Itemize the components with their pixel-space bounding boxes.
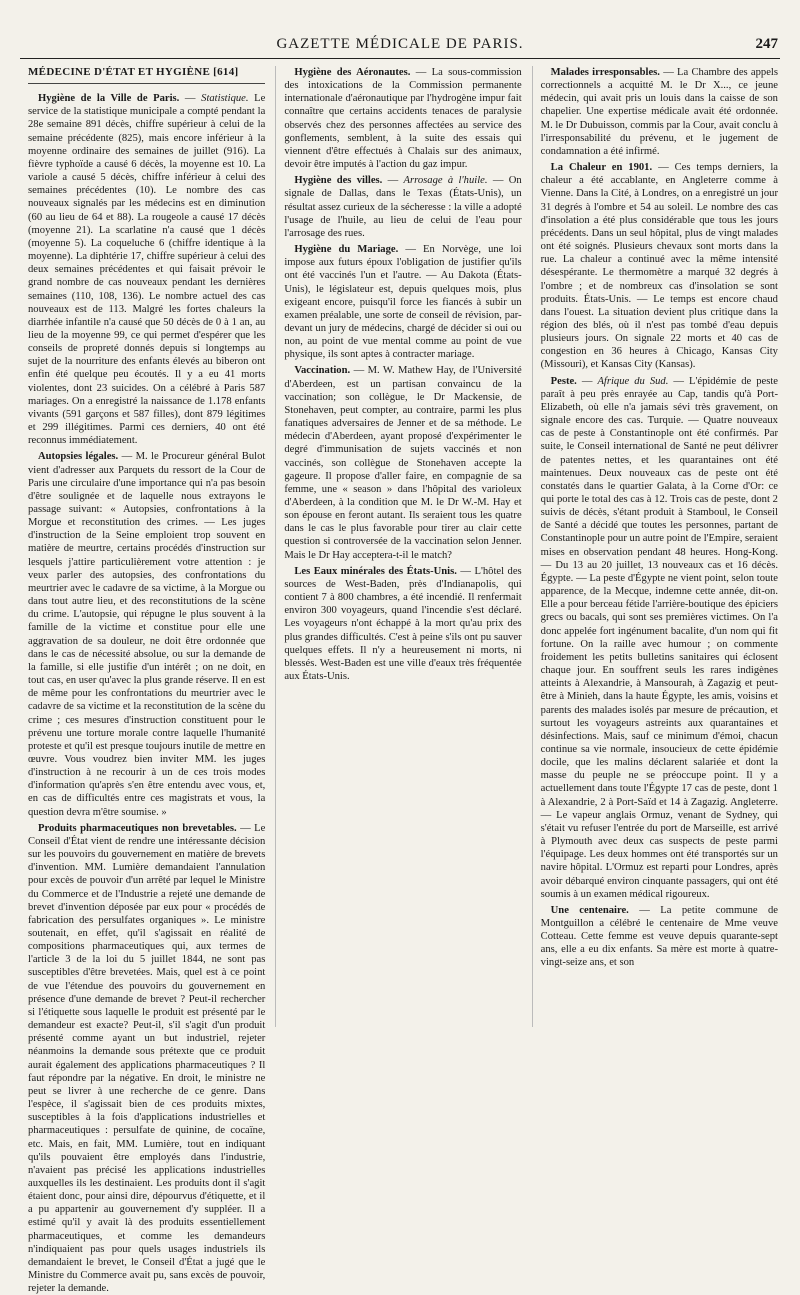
article-body: — La petite commune de Montguillon a célébré le centenaire de Mme veuve Cotteau. Cette femme est veuve depuis quarante-sept ans, elle a eu dix enfants. Sa mère est morte à quatre-vingt-seize ans, et son	[540, 904, 778, 969]
article-body: Le service de la statistique municipale a compté pendant la 28e semaine 891 décès, chiffre supérieur à celui de la semaine précédente (825), mais encore inférieur à la moyenne ordinaire des semaines de juillet (916). La fièvre typhoïde a causé 6 décès, la moyenne est 10. La variole a causé 5 décès, chiffre inférieur à celui des semaines précédentes (10). Le nombre des cas nouveaux signalés par les médecins est en diminution (60 au lieu de 64 et 88). La rougeole a causé 17 décès (moyenne 21). La scarlatine n'a causé que 1 décès (moyenne 5). La coqueluche 6 (chiffre identique à la moyenne). La diphtérie 17, chiffre supérieur à celui des deux semaines précédentes et qui faisait prévoir le grand nombre de cas nouveaux pendant les dernières semaines (110, 108, 136). Le nombre actuel des cas nouveaux est de 113. Malgré les fortes chaleurs la diarrhée infantile n'a causé que 50 décès de 0 à 1 an, au lieu de la moyenne 99, ce qui permet d'espérer que les conseils de propreté donnés depuis si longtemps au sujet de la nourriture des enfants élevés au biberon ont enfin été quelque peu écoutés. Il y a eu 41 morts violentes, dont 23 suicides. On a célébré à Paris 587 mariages. On a enregistré la naissance de 1.178 enfants vivants (591 garçons et 587 filles), dont 879 légitimes et 299 illégitimes. Parmi ces derniers, 40 ont été reconnus immédiatement.	[28, 93, 266, 447]
article-autopsies	[28, 450, 265, 818]
article-body: — Le Conseil d'État vient de rendre une intéressante décision sur les pouvoirs du gouvernement en matière de brevets d'invention. MM. Lumière demandaient l'annulation pour excès de pouvoir d'un arrêté par lequel le Ministre du Commerce et de l'Industrie a rejeté une demande de brevet d'invention déposée par eux pour « procédés de fabrication des persulfates organiques ». Le ministre soutenait, en effet, qu'il s'agissait en réalité de compositions pharmaceutiques qui, aux termes de l'article 3 de la loi du 5 juillet 1844, ne sont pas susceptibles d'être brevetées. Mais, quel est à ce point de vue l'étendue des pouvoirs du gouvernement en présence d'une demande de brevet ? Peut-il rechercher si l'étiquette sous laquelle le produit est présenté par le demandeur est exacte? Peut-il, s'il s'agit d'un produit présenté comme ayant un but industriel, rejeter néanmoins la demande sous prétexte que ce produit aurait également des applications pharmaceutiques ? Il faut répondre par la négative. En droit, le ministre ne peut se livrer à une recherche de ce genre. Dans l'espèce, il s'agissait bien de ces produits mixtes, susceptibles à la fois d'applications industrielles et pharmaceutiques : persulfate de quinine, de cocaïne, etc. Mais, en fait, MM. Lumière, tout en indiquant qu'ils pouvaient être employés dans l'industrie, n'avaient pas précisé les applications industrielles auxquelles ils les destinaient. Les produits dont il s'agit étaient donc, pour ainsi dire, dépourvus d'étiquette, et il a pu appartenir au gouvernement d'y suppléer. Il a estimé qu'il y avait là des produits essentiellement pharmaceutiques, et comme les demandeurs n'indiquaient pas pour quels usages industriels ils demandaient le brevet, le Conseil d'État a jugé que le Ministre du Commerce avait pu, sans excès de pouvoir, rejeter la demande.	[28, 822, 266, 1295]
article-heading: Vaccination.	[294, 365, 351, 377]
article-body: — La sous-commission des intoxications de la Commission permanente internationale d'aéronautique par l'hydrogène impur fait connaître que certains accidents tenaces de paralysie observés chez des personnes affectées au service des gonflements, semblent, à la suite des essais qui viennent d'être effectués à Chalais sur des animaux, devoir être imputés à l'action du gaz impur.	[284, 67, 522, 171]
article-heading: Produits pharmaceutiques non brevetables.	[38, 822, 237, 834]
article-body: — M. W. Mathew Hay, de l'Université d'Aberdeen, est un partisan convaincu de la vaccination; son collègue, le Dr Mackensie, de Stonehaven, peut compter, au contraire, parmi les plus fanatiques adversaires de Jenner et de sa méthode. Le médecin d'Aberdeen, ayant proposé d'expérimenter le degré d'immunisation de sujets vaccinés et non vaccinés, son collègue de Stonehaven accepte la gageure. Il propose d'aller faire, en compagnie de sa femme, une « season » dans l'hôpital des varioleux d'Aberdeen, à la condition que M. le Dr W.-M. Hay et son épouse en feront autant. Ils seraient tous les quatre dans le cas le plus favorable pour tirer au clair cette question si controversée de la vaccination selon Jenner. Mais le Dr Hay acceptera-t-il le match?	[284, 365, 522, 561]
article-vaccination	[284, 364, 521, 561]
article-heading: Hygiène des Aéronautes.	[294, 67, 411, 78]
article-heading: Peste.	[550, 375, 577, 387]
article-chaleur	[541, 161, 778, 372]
article-heading: Une centenaire.	[550, 904, 629, 916]
article-subheading: Statistique.	[201, 93, 249, 105]
article-heading: Hygiène du Mariage.	[294, 244, 399, 256]
article-heading: La Chaleur en 1901.	[550, 162, 653, 174]
page-header	[20, 36, 780, 59]
article-body: — M. le Procureur général Bulot vient d'adresser aux Parquets du ressort de la Cour de Paris une circulaire d'une importance qui n'a pas besoin d'être soulignée et de laquelle nous extrayons le passage suivant: « Autopsies, confrontations à la Morgue et reconstitution des crimes. — Les juges d'instruction de la Seine emploient trop souvent en matière de meurtre, certains procédés d'instruction sur lesquels j'attire particulièrement votre attention : je veux parler des autopsies, des confrontations du meurtrier avec le cadavre de sa victime, à la Morgue ou dans tout autre lieu, et des reconstitutions de la scène du crime. L'autopsie, qui répugne le plus souvent à la famille de la victime et constitue pour elle une aggravation de sa douleur, ne doit être ordonnée que dans le cas de nécessité absolue, ou sur la demande de la famille, si elle justifie d'un intérêt ; on ne doit, en tout cas, en user qu'avec la plus grande réserve. Il en est de même pour les confrontations du meurtrier avec le cadavre de sa victime et la reconstitution de la scène du crime ; ces mesures d'instruction constituent pour le prévenu une torture morale contre laquelle l'humanité proteste et qu'il est presque toujours inutile de mettre en œuvre. Vous voudrez bien inviter MM. les juges d'instruction à ne recourir à un de ces trois modes d'information qu'après s'en être entendu avec vous, et, en cas de difficultés entre ces magistrats et vous, la question devra m'être soumise. »	[28, 451, 266, 818]
article-heading: Hygiène de la Ville de Paris.	[38, 93, 180, 105]
article-eaux-minerales	[284, 565, 521, 683]
article-body: — L'hôtel des sources de West-Baden, près d'Indianapolis, qui contient 7 à 800 chambres, a été incendié. Il renfermait environ 300 voyageurs, quand l'incendie s'est déclaré. Les voyageurs n'ont échappé à la mort qu'au prix des plus grandes difficultés. C'est à peine s'ils ont pu sauver quelques effets. Il n'y a heureusement ni morts, ni blessés. West-Baden est une ville d'eaux très fréquentée aux États-Unis.	[284, 565, 522, 683]
article-centenaire	[541, 904, 778, 970]
journal-title: GAZETTE MÉDICALE DE PARIS.	[276, 36, 524, 52]
article-body: — La Chambre des appels correctionnels a acquitté M. le Dr X..., ce jeune médecin, qui avait pris un louis dans la caisse de son chapelier. Une expertise médicale avait été ordonnée. M. le Dr Dubuisson, commis par la Cour, avait conclu à l'irresponsabilité du prévenu, et le jugement de condamnation a été infirmé.	[540, 67, 778, 157]
article-body: — On signale de Dallas, dans le Texas (États-Unis), un résultat assez curieux de la sécheresse : la ville a adopté l'usage de l'huile, au lieu de celui de l'eau pour l'arrosage des rues.	[284, 175, 522, 239]
article-subheading: Arrosage à l'huile.	[403, 175, 488, 187]
column-3	[532, 66, 778, 1027]
article-peste: Peste. — Afrique du Sud. — L'épidémie de peste paraît à peu près enrayée au Cap, tandis qu'à Port-Elizabeth, où elle n'a jamais sévi très gravement, on signale encore des cas. Turquie. — Quatre nouveaux cas de peste à Constantinople ont été confirmés. Par suite, le Conseil international de Santé ne peut délivrer de patentes nettes, et les quarantaines ont été maintenues. Deux nouveaux cas de peste ont été constatés dans le quartier Galata, à la Corne d'Or: ce qui porte le total des cas à 12. Trois cas de peste, dont 2 suivis de décès, s'étant produit à Stamboul, le Conseil de Santé a décidé que toutes les personnes, partant de Constantinople pour un autre point de l'Empire, seraient mises en observation pendant 48 heures. Hong-Kong. — Du 13 au 20 juillet, 13 nouveaux cas et 16 décès. Égypte. — La peste d'Égypte ne vient point, selon toute apparence, de la Mecque, indemne cette année, dit-on. Elle a pour berceau fétide l'arrière-boutique des épiciers grecs ou bacals, qui sont ses premières victimes. On l'a donc appelée fort ingénument bacalite, d'un nom qui fit fortune. On la raille avec humour ; on commente froidement les petits bulletins sanitaires qui éclosent chaque jour. En souffrent seuls les rares indigènes atteints à Alexandrie, à Mansourah, à Zagazig et peut-être à Minieh, dans la haute Égypte, les amis, voisins et parents des malades isolés par mesure de précaution, et surtout les voyageurs astreints aux quarantaines et désinfections. Mais, sauf ce minimum d'émoi, chacun continue sa vie normale, insoucieux de cette épidémie docile, que les malins déclarent salariée et dont la masse du peuple ne se préoccupe point. Il y a actuellement dans toute l'Égypte 17 cas de peste, dont 1 à Alexandrie, 2 à Port-Saïd et 14 à Zagazig. Angleterre. — Le vapeur anglais Ormuz, venant de Sydney, qui s'était vu refuser l'entrée du port de Marseille, est arrivé à Plymouth avec deux cas suspects de peste parmi l'équipage. Les deux hommes ont été transportés sur un navire hôpital. L'Ormuz est reparti pour Londres, après avoir débarqué environ cinquante passagers, qui ont été soumis à un examen médical rigoureux.	[540, 375, 778, 900]
article-heading: Malades irresponsables.	[550, 67, 660, 78]
article-heading: Hygiène des villes.	[294, 175, 383, 187]
article-heading: Autopsies légales.	[38, 451, 119, 463]
article-malades-irresponsables	[541, 66, 778, 158]
article-body: — Ces temps derniers, la chaleur a été accablante, en Angleterre comme à Vienne. Dans la Cité, à Londres, on a enregistré un jour 31 degrés à l'ombre et 54 au soleil. Le nombre des cas d'insolation a été plus considérable que tous les jours précédents. Dans un seul hôpital, plus de vingt malades ont été soignés. Plusieurs chevaux sont morts dans la rue. La chaleur a continué avec la même intensité désespérante. Le thermomètre a marqué 32 degrés à l'ombre ; et de nombreux cas d'insolation se sont produits. États-Unis. — Le temps est encore chaud dans l'ouest. La situation devient plus critique dans la région des blés, où il n'est pas tombé d'eau depuis plusieurs jours. On signale 22 morts et 40 cas de congestion en 36 heures à Chicago, Kansas City (Missouri), et Kansas City (Kansas).	[540, 162, 778, 371]
article-body: — En Norvège, une loi impose aux futurs époux l'obligation de justifier qu'ils ont été vaccinés l'un et l'autre. — Au Dakota (États-Unis), le législateur est, depuis quelques mois, plus exigeant encore, puisqu'il force les fiancés à subir un examen préalable, une sorte de conseil de révision, par-devant un jury de médecins, chargé de décider si oui ou non, au point de vue mental comme au point de vue physique, ils sont aptes à contracter mariage.	[284, 244, 522, 361]
column-2	[275, 66, 521, 1027]
column-1	[28, 66, 266, 1295]
article-hygiene-villes: Hygiène des villes. — Arrosage à l'huile. — On signale de Dallas, dans le Texas (États-Unis), un résultat assez curieux de la sécheresse : la ville a adopté l'usage de l'huile, au lieu de celui de l'eau pour l'arrosage des rues.	[284, 175, 522, 239]
article-aeronautes	[284, 66, 521, 171]
page-number: 247	[755, 36, 778, 52]
article-hygiene-mariage	[284, 243, 521, 361]
text-columns	[28, 66, 778, 1295]
section-title: MÉDECINE D'ÉTAT ET HYGIÈNE [614]	[28, 66, 265, 84]
article-body: — L'épidémie de peste paraît à peu près enrayée au Cap, tandis qu'à Port-Elizabeth, où elle n'a jamais sévi très gravement, on signale encore des cas. Turquie. — Quatre nouveaux cas de peste à Constantinople ont été confirmés. Par suite, le Conseil international de Santé ne peut délivrer de patentes nettes, et les quarantaines ont été maintenues. Deux nouveaux cas de peste ont été constatés dans le quartier Galata, à la Corne d'Or: ce qui porte le total des cas à 12. Trois cas de peste, dont 2 suivis de décès, s'étant produit à Stamboul, le Conseil de Santé a décidé que toutes les personnes, partant de Constantinople pour un autre point de l'Empire, seraient mises en observation pendant 48 heures. Hong-Kong. — Du 13 au 20 juillet, 13 nouveaux cas et 16 décès. Égypte. — La peste d'Égypte ne vient point, selon toute apparence, de la Mecque, indemne cette année, dit-on. Elle a pour berceau fétide l'arrière-boutique des épiciers grecs ou bacals, qui sont ses premières victimes. On l'a donc appelée fort ingénument bacalite, d'un nom qui fit fortune. On la raille avec humour ; on commente froidement les petits bulletins sanitaires qui éclosent chaque jour. En souffrent seuls les rares indigènes atteints à Alexandrie, à Mansourah, à Zagazig et peut-être à Minieh, dans la haute Égypte, les amis, voisins et parents des malades isolés par mesure de précaution, et surtout les voyageurs astreints aux quarantaines et désinfections. Mais, sauf ce minimum d'émoi, chacun continue sa vie normale, insoucieux de cette épidémie docile, que les malins déclarent salariée et dont la masse du peuple ne se préoccupe point. Il y a actuellement dans toute l'Égypte 17 cas de peste, dont 1 à Alexandrie, 2 à Port-Saïd et 14 à Zagazig. Angleterre. — Le vapeur anglais Ormuz, venant de Sydney, qui s'était vu refuser l'entrée du port de Marseille, est arrivé à Plymouth avec deux cas suspects de peste parmi l'équipage. Les deux hommes ont été transportés sur un navire hôpital. L'Ormuz est reparti pour Londres, après avoir débarqué environ cinquante passagers, qui ont été soumis à un examen médical rigoureux.	[540, 375, 778, 900]
article-subheading: Afrique du Sud.	[597, 375, 669, 387]
article-heading: Les Eaux minérales des États-Unis.	[294, 565, 457, 577]
article-produits-pharmaceutiques	[28, 822, 265, 1295]
article-hygiene-paris: Hygiène de la Ville de Paris. — Statistique. Le service de la statistique municipale a compté pendant la 28e semaine 891 décès, chiffre supérieur à celui de la semaine précédente (825), mais encore inférieur à la moyenne ordinaire des semaines de juillet (916). La fièvre typhoïde a causé 6 décès, la moyenne est 10. La variole a causé 5 décès, chiffre inférieur à celui des semaines précédentes (10). Le nombre des cas nouveaux signalés par les médecins est en diminution (60 au lieu de 64 et 88). La rougeole a causé 17 décès (moyenne 21). La scarlatine n'a causé que 1 décès (moyenne 5). La coqueluche 6 (chiffre identique à la moyenne). La diphtérie 17, chiffre supérieur à celui des deux semaines précédentes et qui faisait prévoir le grand nombre de cas nouveaux pendant les dernières semaines (110, 108, 136). Le nombre actuel des cas nouveaux est de 113. Malgré les fortes chaleurs la diarrhée infantile n'a causé que 50 décès de 0 à 1 an, au lieu de la moyenne 99, ce qui permet d'espérer que les conseils de propreté donnés depuis si longtemps au sujet de la nourriture des enfants élevés au biberon ont enfin été quelque peu écoutés. Il y a eu 41 morts violentes, dont 23 suicides. On a célébré à Paris 587 mariages. On a enregistré la naissance de 1.178 enfants vivants (591 garçons et 587 filles), dont 879 légitimes et 299 illégitimes. Parmi ces derniers, 40 ont été reconnus immédiatement.	[28, 93, 266, 447]
